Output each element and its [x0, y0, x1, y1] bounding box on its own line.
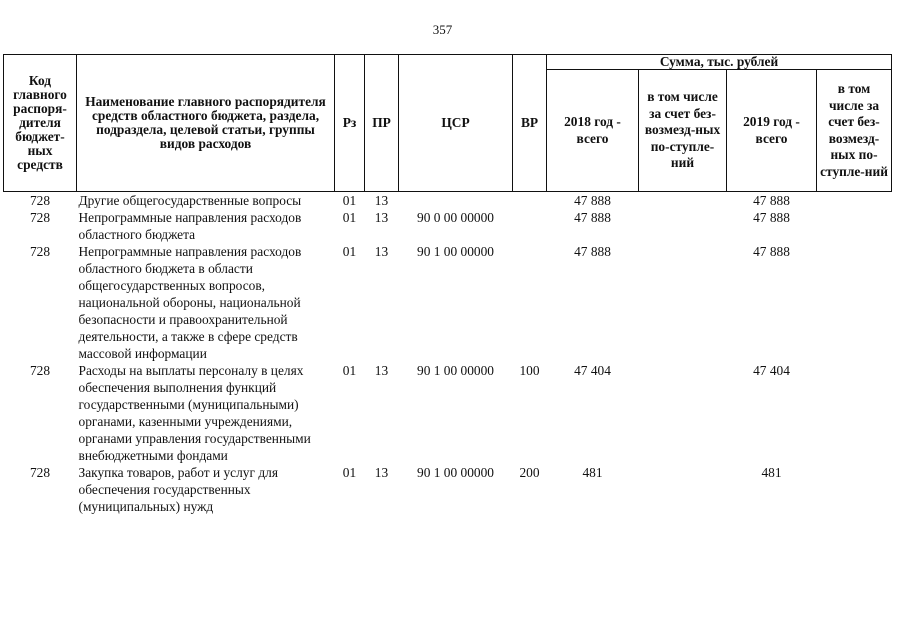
table-row [4, 464, 892, 515]
cell-vr [513, 209, 547, 243]
cell-2019-total: 481 [761, 465, 782, 480]
header-vr: ВР [513, 55, 547, 192]
cell-name: Другие общегосударственные вопросы [78, 193, 302, 208]
cell-2019-total: 47 888 [753, 193, 790, 208]
cell-vr [513, 243, 547, 362]
cell-rz: 01 [342, 363, 357, 378]
header-2019-total: 2019 год - всего [727, 70, 817, 192]
header-pr: ПР [365, 55, 399, 192]
cell-2018-free [639, 362, 727, 464]
cell-code: 728 [29, 363, 51, 378]
header-name: Наименование главного распорядителя средств областного бюджета, раздела, подраздела, целевой статьи, группы видов расходов [77, 55, 335, 192]
budget-table [3, 54, 892, 515]
cell-pr: 13 [374, 193, 389, 208]
cell-name: Закупка товаров, работ и услуг для обеспечения государственных (муниципальных) нужд [78, 465, 278, 514]
header-2018-free: в том числе за счет без-возмезд-ных по-ступле-ний [639, 70, 727, 192]
cell-2019-free [817, 192, 892, 210]
header-sum-group: Сумма, тыс. рублей [547, 55, 892, 70]
cell-code: 728 [29, 244, 51, 259]
cell-2018-free [639, 464, 727, 515]
cell-2019-free [817, 209, 892, 243]
cell-rz: 01 [342, 244, 357, 259]
cell-code: 728 [29, 193, 51, 208]
cell-2018-total: 481 [582, 465, 603, 480]
cell-2019-total: 47 888 [753, 210, 790, 225]
cell-2018-free [639, 243, 727, 362]
cell-code: 728 [29, 210, 51, 225]
cell-csr: 90 1 00 00000 [417, 363, 494, 378]
cell-2019-free [817, 362, 892, 464]
cell-2019-total: 47 404 [753, 363, 790, 378]
cell-csr [399, 192, 513, 210]
table-body [4, 192, 892, 516]
cell-2019-free [817, 464, 892, 515]
cell-name: Расходы на выплаты персоналу в целях обеспечения выполнения функций государственными (муниципальными) органами, казенными учреждениями, органами управления государственными внебюджетными фондами [78, 363, 311, 463]
cell-vr [513, 192, 547, 210]
cell-rz: 01 [342, 465, 357, 480]
cell-pr: 13 [374, 244, 389, 259]
cell-vr: 200 [519, 465, 540, 480]
header-code: Код главного распоря-дителя бюджет-ных средств [4, 55, 77, 192]
table-row [4, 362, 892, 464]
header-2019-free: в том числе за счет без-возмезд-ных по-ступле-ний [817, 70, 892, 192]
cell-pr: 13 [374, 465, 389, 480]
table-row [4, 192, 892, 210]
header-rz: Рз [335, 55, 365, 192]
table-header [4, 55, 892, 192]
cell-2019-total: 47 888 [753, 244, 790, 259]
cell-csr: 90 1 00 00000 [417, 244, 494, 259]
cell-2018-total: 47 404 [574, 363, 611, 378]
table-row [4, 243, 892, 362]
cell-pr: 13 [374, 363, 389, 378]
cell-pr: 13 [374, 210, 389, 225]
cell-2018-total: 47 888 [574, 210, 611, 225]
page-number: 357 [432, 22, 453, 37]
header-csr: ЦСР [399, 55, 513, 192]
cell-name: Непрограммные направления расходов областного бюджета [78, 210, 302, 242]
cell-csr: 90 0 00 00000 [417, 210, 494, 225]
cell-2018-total: 47 888 [574, 193, 611, 208]
cell-code: 728 [29, 465, 51, 480]
cell-2019-free [817, 243, 892, 362]
cell-vr: 100 [519, 363, 540, 378]
cell-rz: 01 [342, 193, 357, 208]
header-2018-total: 2018 год - всего [547, 70, 639, 192]
table-row [4, 209, 892, 243]
cell-2018-free [639, 192, 727, 210]
cell-name: Непрограммные направления расходов областного бюджета в области общегосударственных вопросов, национальной обороны, национальной безопасности и правоохранительной деятельности, а также в сфере средств массовой информации [78, 244, 302, 361]
cell-2018-free [639, 209, 727, 243]
cell-2018-total: 47 888 [574, 244, 611, 259]
cell-rz: 01 [342, 210, 357, 225]
cell-csr: 90 1 00 00000 [417, 465, 494, 480]
